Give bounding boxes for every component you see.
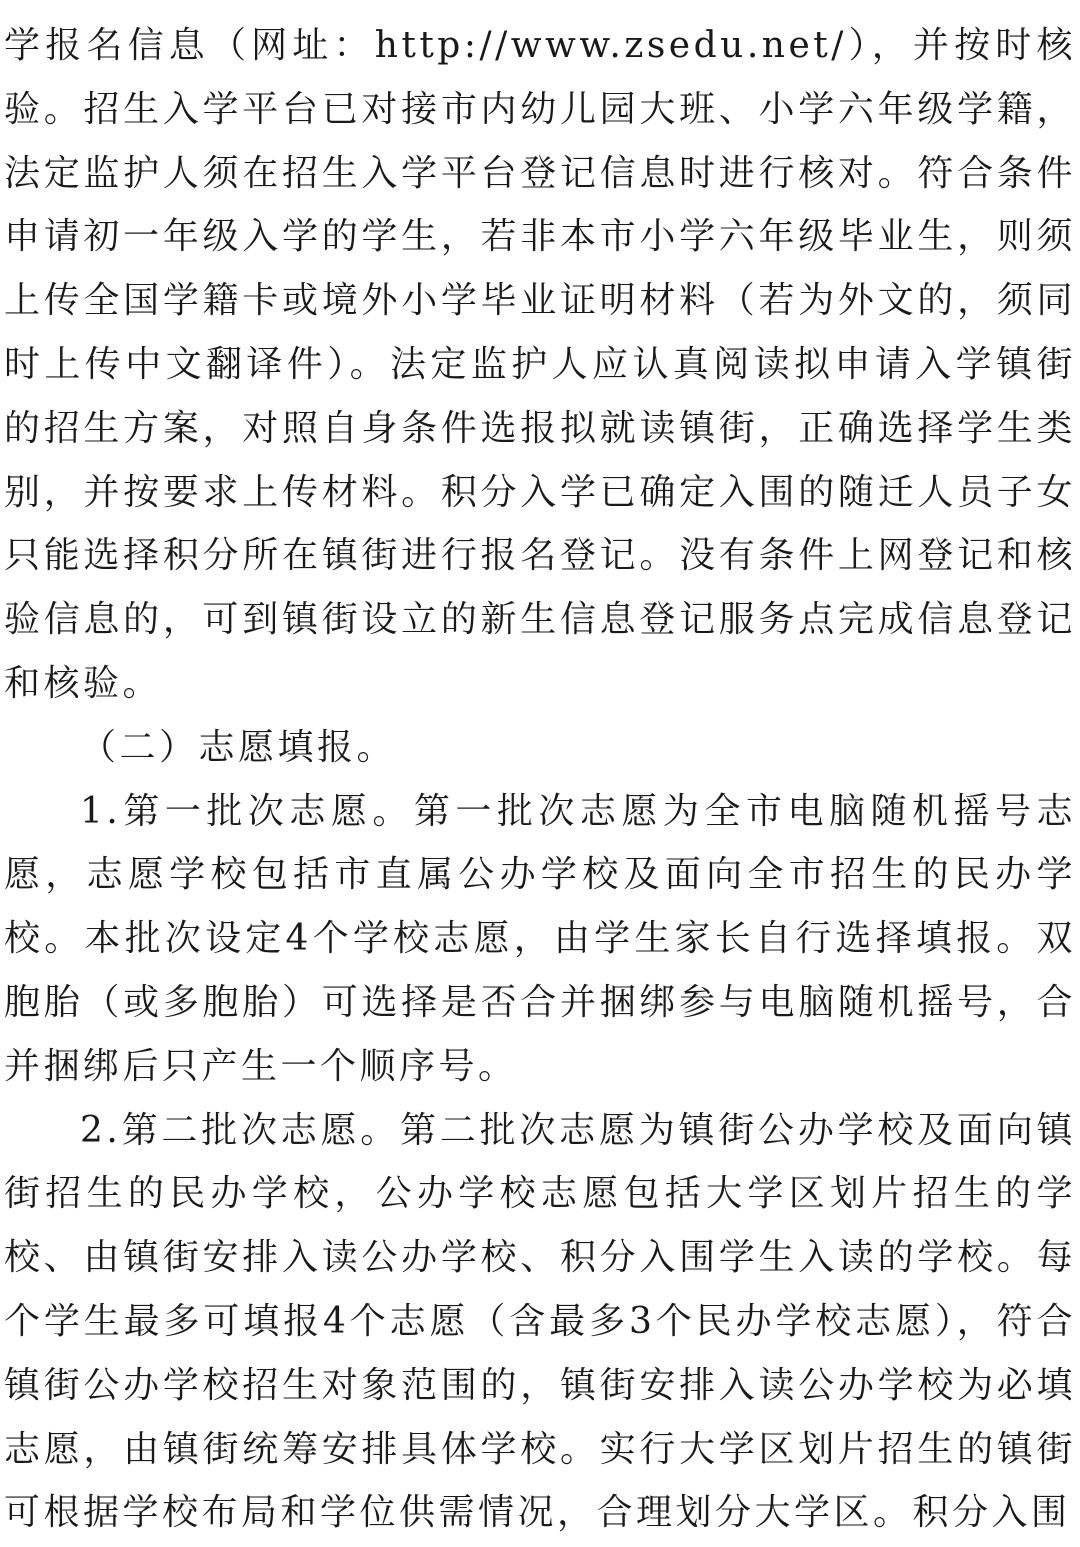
section-heading-preference: （二）志愿填报。	[80, 726, 397, 768]
paragraph-first-batch: 1.第一批次志愿。第一批次志愿为全市电脑随机摇号志愿，志愿学校包括市直属公办学校及面向全市招生的民办学校。本批次设定4个学校志愿，由学生家长自行选择填报。双胞胎（或多胞胎）可选择是否合并捆绑参与电脑随机摇号，合并捆绑后只产生一个顺序号。	[4, 790, 1076, 1087]
paragraph-second-batch: 2.第二批次志愿。第二批次志愿为镇街公办学校及面向镇街招生的民办学校，公办学校志愿包括大学区划片招生的学校、由镇街安排入读公办学校、积分入围学生入读的学校。每个学生最多可填报4个志愿（含最多3个民办学校志愿），符合镇街公办学校招生对象范围的，镇街安排入读公办学校为必填志愿，由镇街统筹安排具体学校。实行大学区划片招生的镇街可根据学校布局和学位供需情况，合理划分大学区。积分入围	[4, 1109, 1076, 1534]
paragraph-registration: 学报名信息（网址：http://www.zsedu.net/），并按时核验。招生入学平台已对接市内幼儿园大班、小学六年级学籍，法定监护人须在招生入学平台登记信息时进行核对。符合条件申请初一年级入学的学生，若非本市小学六年级毕业生，则须上传全国学籍卡或境外小学毕业证明材料（若为外文的，须同时上传中文翻译件）。法定监护人应认真阅读拟申请入学镇街的招生方案，对照自身条件选报拟就读镇街，正确选择学生类别，并按要求上传材料。积分入学已确定入围的随迁人员子女只能选择积分所在镇街进行报名登记。没有条件上网登记和核验信息的，可到镇街设立的新生信息登记服务点完成信息登记和核验。	[4, 25, 1076, 704]
